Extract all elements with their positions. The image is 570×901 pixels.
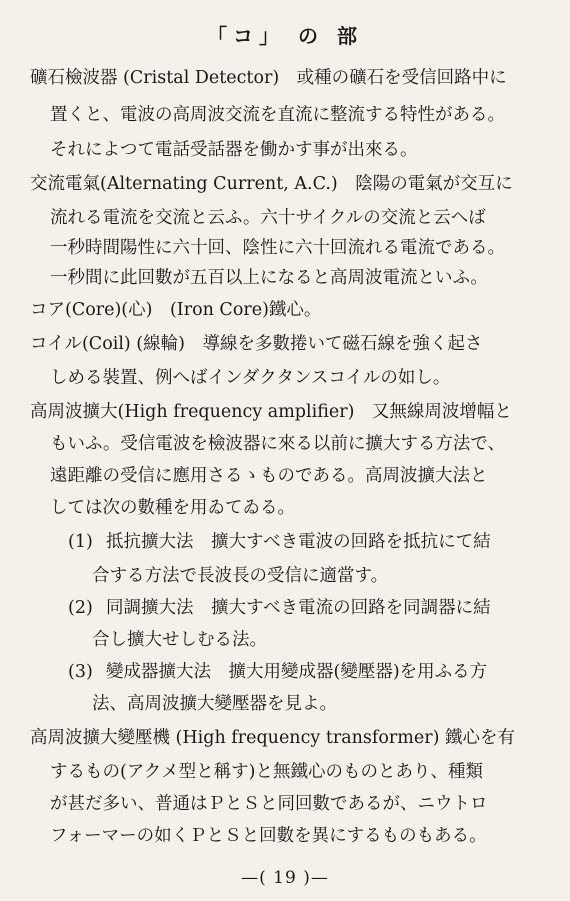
entry-line: コイル(Coil) (線輪) 導線を多數捲いて磁石線を強く起さ bbox=[30, 334, 483, 354]
entry-line: 置くと、電波の高周波交流を直流に整流する特性がある。 bbox=[50, 105, 505, 125]
entry-line: しては次の數種を用ゐてゐる。 bbox=[50, 498, 295, 518]
entry-line: 礦石檢波器 (Cristal Detector) 或種の礦石を受信回路中に bbox=[30, 68, 507, 88]
item-text: 變成器擴大法 擴大用變成器(變壓器)を用ふる方 bbox=[106, 662, 488, 682]
entry-line: コア(Core)(心) (Iron Core)鐵心。 bbox=[30, 300, 322, 320]
entry-line: しめる裝置、例へばインダクタンスコイルの如し。 bbox=[50, 368, 451, 388]
entry-line: 高周波擴大變壓機 (High frequency transformer) 鐵心を有 bbox=[30, 728, 516, 748]
section-title: 「コ」 の 部 bbox=[207, 24, 363, 48]
entry-line: 高周波擴大(High frequency amplifier) 又無線周波增幅と bbox=[30, 402, 512, 422]
entry-line: フォーマーの如くＰとＳと回數を異にするものもある。 bbox=[50, 826, 487, 846]
item-text: 同調擴大法 擴大すべき電流の回路を同調器に結 bbox=[106, 598, 491, 618]
item-text: 抵抗擴大法 擴大すべき電波の回路を抵抗にて結 bbox=[106, 532, 491, 552]
entry-line: するもの(アクメ型と稱す)と無鐵心のものとあり、種類 bbox=[50, 762, 483, 782]
entry-line: それによつて電話受話器を働かす事が出來る。 bbox=[50, 140, 418, 160]
entry-line: 合する方法で長波長の受信に適當す。 bbox=[92, 566, 389, 586]
entry-line: もいふ。受信電波を檢波器に來る以前に擴大する方法で、 bbox=[50, 434, 505, 454]
entry-line: 流れる電流を交流と云ふ。六十サイクルの交流と云へば bbox=[50, 208, 486, 228]
entry-line: が甚だ多い、普通はＰとＳと同回數であるが、ニウトロ bbox=[50, 794, 488, 814]
item-number: (3) bbox=[68, 662, 93, 682]
entry-line: 合し擴大せしむる法。 bbox=[92, 630, 267, 650]
numbered-item bbox=[68, 600, 491, 618]
entry-line: 一秒間に此回數が五百以上になると高周波電流といふ。 bbox=[50, 268, 488, 288]
entry-line: 法、高周波擴大變壓器を見よ。 bbox=[92, 694, 337, 714]
numbered-item bbox=[68, 664, 487, 682]
entry-line: 一秒時間陽性に六十回、陰性に六十回流れる電流である。 bbox=[50, 238, 505, 258]
entry-line: 交流電氣(Alternating Current, A.C.) 陰陽の電氣が交互に bbox=[30, 174, 513, 194]
numbered-item bbox=[68, 534, 491, 552]
item-number: (2) bbox=[68, 598, 93, 618]
page-number: —( 19 )— bbox=[241, 868, 329, 888]
item-number: (1) bbox=[68, 532, 93, 552]
entry-line: 遠距離の受信に應用さるゝものである。高周波擴大法と bbox=[50, 466, 488, 486]
